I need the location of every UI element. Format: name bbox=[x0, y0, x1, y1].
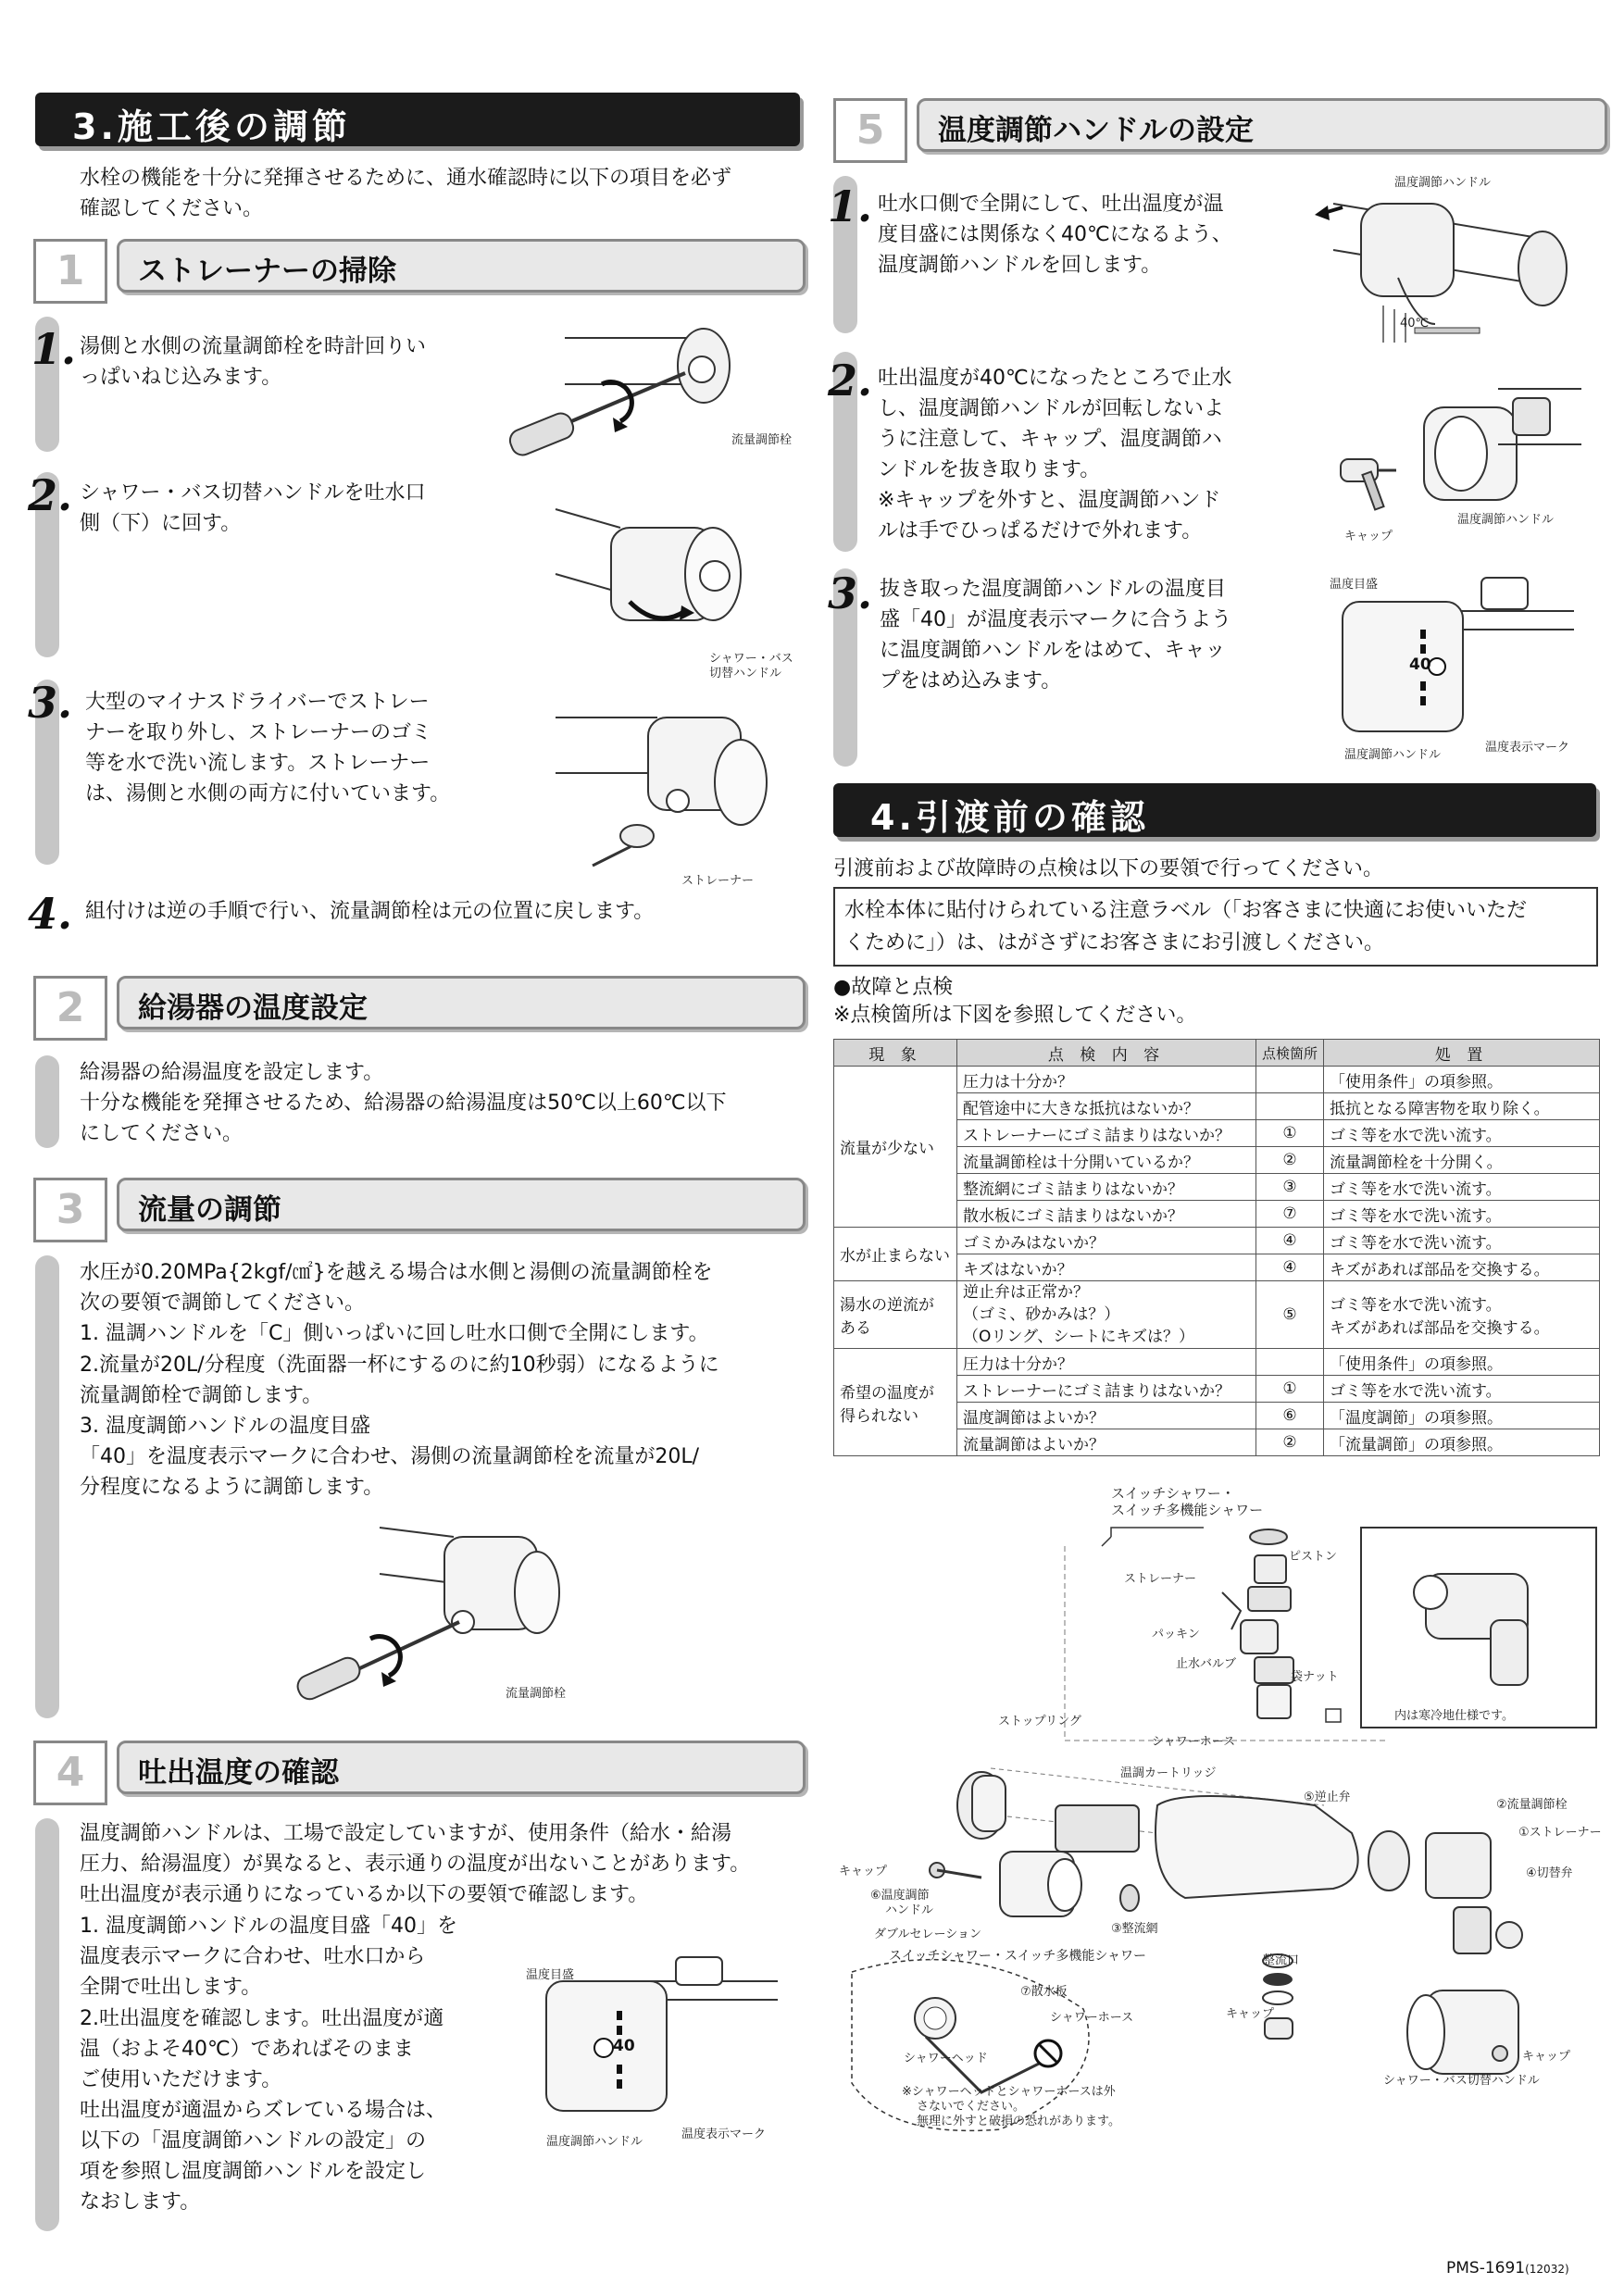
table-cell: ストレーナーにゴミ詰まりはないか？ bbox=[957, 1376, 1256, 1403]
caption: 温度表示マーク bbox=[681, 2128, 767, 2141]
section-4-intro: 引渡前および故障時の点検は以下の要領で行ってください。 bbox=[833, 857, 1384, 880]
fault-subheading: ※点検箇所は下図を参照してください。 bbox=[833, 1004, 1197, 1027]
section-4-header bbox=[833, 783, 1596, 837]
section-3-intro: 水栓の機能を十分に発揮させるために、通水確認時に以下の項目を必ず 確認してください。 bbox=[80, 167, 732, 220]
table-cell-phenomenon: 流量が少ない bbox=[834, 1067, 957, 1228]
caption: 温度目盛 bbox=[1330, 578, 1379, 592]
handle-removal-illustration bbox=[1313, 370, 1591, 528]
fault-heading: ●故障と点検 bbox=[833, 976, 954, 999]
caption: スイッチ多機能シャワー bbox=[1111, 1502, 1264, 1518]
table-cell: 「使用条件」の項参照。 bbox=[1324, 1349, 1600, 1376]
caption: ストレーナー bbox=[1124, 1572, 1197, 1586]
caption: 温度調節ハンドル bbox=[546, 2135, 643, 2149]
caption: 温度調節ハンドル bbox=[1394, 176, 1492, 190]
table-cell: キズはないか？ bbox=[957, 1254, 1256, 1281]
subsection-5-number: 5 bbox=[833, 98, 907, 163]
table-cell: 散水板にゴミ詰まりはないか？ bbox=[957, 1201, 1256, 1228]
faucet-40c-illustration bbox=[1305, 185, 1583, 343]
table-cell: ゴミ等を水で洗い流す。 bbox=[1324, 1174, 1600, 1201]
table-cell-phenomenon: 希望の温度が 得られない bbox=[834, 1349, 957, 1456]
table-cell: 圧力は十分か？ bbox=[957, 1349, 1256, 1376]
caption: ③整流網 bbox=[1111, 1922, 1158, 1936]
caption: 温度表示マーク bbox=[1485, 741, 1570, 755]
table-cell: キズがあれば部品を交換する。 bbox=[1324, 1254, 1600, 1281]
caption: 温調カートリッジ bbox=[1120, 1766, 1217, 1780]
table-cell: ゴミ等を水で洗い流す。 bbox=[1324, 1120, 1600, 1147]
table-cell: ゴミ等を水で洗い流す。 bbox=[1324, 1201, 1600, 1228]
subsection-1-header bbox=[117, 239, 806, 293]
subsection-4-item-1: 1. 温度調節ハンドルの温度目盛「40」を 温度表示マークに合わせ、吐水口から 全開で吐出します。 bbox=[80, 1915, 457, 1999]
step-number: 1. bbox=[31, 324, 77, 374]
caption: ④切替弁 bbox=[1526, 1866, 1573, 1880]
caption: 流量調節栓 bbox=[506, 1687, 567, 1701]
table-cell: 温度調節はよいか？ bbox=[957, 1403, 1256, 1429]
table-cell: 流量調節はよいか？ bbox=[957, 1429, 1256, 1456]
table-row bbox=[834, 1228, 1600, 1254]
table-cell: 配管途中に大きな抵抗はないか？ bbox=[957, 1093, 1256, 1120]
caption: 流量調節栓 bbox=[731, 433, 793, 447]
table-cell: 整流網にゴミ詰まりはないか？ bbox=[957, 1174, 1256, 1201]
table-row bbox=[834, 1067, 1600, 1093]
table-cell: ① bbox=[1256, 1120, 1324, 1147]
table-cell: ② bbox=[1256, 1147, 1324, 1174]
subsection-2-header bbox=[117, 976, 806, 1029]
caption: パッキン bbox=[1152, 1628, 1200, 1641]
dial-value: 40 bbox=[613, 2037, 635, 2055]
step-number: 3. bbox=[28, 678, 73, 728]
subsection-4-number: 4 bbox=[33, 1741, 107, 1805]
caution-label-note: 水栓本体に貼付けられている注意ラベル（「お客さまに快適にお使いいただ くために」）は、はがさずにお客さまにお引渡しください。 bbox=[833, 887, 1598, 967]
subsection-3-intro: 水圧が0.20MPa{2kgf/㎠}を越える場合は水側と湯側の流量調節栓を 次の要領で調節してください。 bbox=[80, 1261, 713, 1315]
table-header-row bbox=[834, 1040, 1600, 1067]
subsection-3-item-3: 3. 温度調節ハンドルの温度目盛 「40」を温度表示マークに合わせ、湯側の流量調節栓を流量が20L/ 分程度になるように調節します。 bbox=[80, 1415, 699, 1499]
step-number: 3. bbox=[828, 568, 873, 618]
table-row bbox=[834, 1281, 1600, 1349]
caption: 温度調節ハンドル bbox=[1344, 748, 1442, 762]
step-bar bbox=[35, 1055, 59, 1148]
subsection-5-header bbox=[917, 98, 1607, 152]
step-text: 吐水口側で全開にして、吐出温度が温 度目盛には関係なく40℃になるよう、 温度調節ハンドルを回します。 bbox=[878, 193, 1232, 277]
caption: さないでください。 bbox=[917, 2100, 1026, 2114]
table-cell: ② bbox=[1256, 1429, 1324, 1456]
step-text: シャワー・バス切替ハンドルを吐水口 側（下）に回す。 bbox=[80, 481, 426, 535]
caption: ※シャワーヘッドとシャワーホースは外 bbox=[902, 2085, 1116, 2099]
step-text: 湯側と水側の流量調節栓を時計回りい っぱいねじ込みます。 bbox=[80, 335, 427, 389]
caption: ①ストレーナー bbox=[1518, 1826, 1602, 1840]
caption: キャップ bbox=[839, 1865, 888, 1878]
step-bar bbox=[35, 1255, 59, 1718]
step-number: 4. bbox=[28, 889, 73, 939]
caption: 温度調節ハンドル bbox=[1457, 513, 1555, 527]
caption: 止水バルブ bbox=[1176, 1657, 1237, 1671]
subsection-4-item-2: 2.吐出温度を確認します。吐出温度が適 温（およそ40℃）であればそのまま ご使用いただけます。 吐出温度が適温からズレている場合は、 以下の「温度調節ハンドルの設定」の 項を参照し温度調節ハンドルを設定し なおします。 bbox=[80, 2007, 447, 2214]
subsection-2-number: 2 bbox=[33, 976, 107, 1041]
caption: シャワーホース bbox=[1050, 2011, 1134, 2025]
section-3-header bbox=[35, 93, 800, 146]
caption: ストレーナー bbox=[681, 874, 755, 888]
caption: スイッチシャワー・スイッチ多機能シャワー bbox=[889, 1949, 1147, 1964]
table-cell: ゴミ等を水で洗い流す。 bbox=[1324, 1228, 1600, 1254]
table-cell: 流量調節栓を十分開く。 bbox=[1324, 1147, 1600, 1174]
step-text: 組付けは逆の手順で行い、流量調節栓は元の位置に戻します。 bbox=[85, 900, 655, 923]
caption: ⑦散水板 bbox=[1020, 1985, 1068, 1999]
table-cell bbox=[1256, 1349, 1324, 1376]
caption: 切替ハンドル bbox=[709, 667, 782, 680]
caption: 内は寒冷地仕様です。 bbox=[1394, 1709, 1514, 1723]
table-cell: ⑦ bbox=[1256, 1201, 1324, 1228]
caption: キャップ bbox=[1522, 2050, 1571, 2064]
strainer-illustration bbox=[556, 699, 778, 875]
table-cell: ゴミ等を水で洗い流す。 bbox=[1324, 1376, 1600, 1403]
table-cell: ③ bbox=[1256, 1174, 1324, 1201]
caption: シャワー・バス bbox=[709, 652, 793, 666]
subsection-2-title: 給湯器の温度設定 bbox=[138, 992, 368, 1025]
temp-dial-illustration-2 bbox=[1333, 565, 1593, 750]
table-header: 処 置 bbox=[1324, 1040, 1600, 1067]
table-cell: ⑥ bbox=[1256, 1403, 1324, 1429]
subsection-5-title: 温度調節ハンドルの設定 bbox=[938, 114, 1254, 147]
table-cell: ゴミ等を水で洗い流す。 キズがあれば部品を交換する。 bbox=[1324, 1281, 1600, 1349]
table-cell: ④ bbox=[1256, 1228, 1324, 1254]
table-cell-phenomenon: 湯水の逆流が ある bbox=[834, 1281, 957, 1349]
switch-handle-illustration bbox=[556, 491, 768, 648]
table-cell bbox=[1256, 1067, 1324, 1093]
table-cell: 流量調節栓は十分開いているか？ bbox=[957, 1147, 1256, 1174]
caption: ②流量調節栓 bbox=[1496, 1798, 1568, 1812]
caption: ダブルセレーション bbox=[874, 1928, 981, 1941]
caption: 40℃ bbox=[1400, 317, 1430, 331]
subsection-3-item-2: 2.流量が20L/分程度（洗面器一杯にするのに約10秒弱）になるように 流量調節栓で調節します。 bbox=[80, 1354, 719, 1407]
subsection-1-number: 1 bbox=[33, 239, 107, 304]
subsection-4-header bbox=[117, 1741, 806, 1794]
step-text: 大型のマイナスドライバーでストレー ナーを取り外し、ストレーナーのゴミ 等を水で洗い流します。ストレーナー は、湯側と水側の両方に付いています。 bbox=[85, 691, 451, 805]
table-cell: 「使用条件」の項参照。 bbox=[1324, 1067, 1600, 1093]
dial-value: 40 bbox=[1409, 655, 1431, 674]
subsection-4-title: 吐出温度の確認 bbox=[138, 1756, 339, 1790]
subsection-2-text: 給湯器の給湯温度を設定します。 十分な機能を発揮させるため、給湯器の給湯温度は50℃以上60℃以下 にしてください。 bbox=[80, 1061, 727, 1145]
table-row bbox=[834, 1349, 1600, 1376]
subsection-1-title: ストレーナーの掃除 bbox=[138, 255, 396, 288]
caption: キャップ bbox=[1344, 530, 1393, 543]
table-header: 点検箇所 bbox=[1256, 1040, 1324, 1067]
fault-table bbox=[833, 1039, 1600, 1456]
table-cell: 抵抗となる障害物を取り除く。 bbox=[1324, 1093, 1600, 1120]
caption: 整流口 bbox=[1263, 1953, 1300, 1967]
caption: 温度目盛 bbox=[526, 1968, 575, 1982]
subsection-3-item-1: 1. 温調ハンドルを「C」側いっぱいに回し吐水口側で全開にします。 bbox=[80, 1322, 709, 1345]
table-cell: ゴミかみはないか？ bbox=[957, 1228, 1256, 1254]
subsection-3-title: 流量の調節 bbox=[138, 1193, 281, 1227]
subsection-3-header bbox=[117, 1178, 806, 1231]
subsection-3-number: 3 bbox=[33, 1178, 107, 1242]
table-cell: ストレーナーにゴミ詰まりはないか？ bbox=[957, 1120, 1256, 1147]
document-code: PMS-1691(12032) bbox=[1446, 2259, 1569, 2277]
section-3-title: 3.施工後の調節 bbox=[72, 106, 351, 147]
caption: ⑤逆止弁 bbox=[1304, 1791, 1351, 1804]
step-text: 抜き取った温度調節ハンドルの温度目 盛「40」が温度表示マークに合うよう に温度調節ハンドルをはめて、キャッ プをはめ込みます。 bbox=[880, 578, 1231, 693]
subsection-4-intro: 温度調節ハンドルは、工場で設定していますが、使用条件（給水・給湯 圧力、給湯温度）が異なると、表示通りの温度が出ないことがあります。 吐出温度が表示通りになっているか以下の要領で確認します。 bbox=[80, 1822, 751, 1906]
table-cell: 圧力は十分か？ bbox=[957, 1067, 1256, 1093]
step-bar bbox=[35, 1818, 59, 2231]
caption: 無理に外すと破損の恐れがあります。 bbox=[917, 2115, 1120, 2128]
table-cell: 逆止弁は正常か？ （ゴミ、砂かみは？） （Oリング、シートにキズは？） bbox=[957, 1281, 1256, 1349]
step-number: 2. bbox=[828, 356, 873, 406]
caption: ⑥温度調節 bbox=[870, 1889, 930, 1903]
caption: ストップリング bbox=[998, 1715, 1081, 1728]
table-header: 点 検 内 容 bbox=[957, 1040, 1256, 1067]
caption: シャワーヘッド bbox=[904, 2052, 988, 2065]
caption: ピストン bbox=[1289, 1550, 1338, 1564]
caption: キャップ bbox=[1226, 2007, 1275, 2021]
caption: ハンドル bbox=[885, 1903, 934, 1917]
flow-adjust-illustration bbox=[296, 1518, 574, 1703]
table-cell-phenomenon: 水が止まらない bbox=[834, 1228, 957, 1281]
table-cell: ⑤ bbox=[1256, 1281, 1324, 1349]
step-number: 1. bbox=[828, 181, 873, 231]
table-cell: 「流量調節」の項参照。 bbox=[1324, 1429, 1600, 1456]
caption: シャワー・バス切替ハンドル bbox=[1383, 2074, 1540, 2088]
caption: 袋ナット bbox=[1291, 1670, 1339, 1684]
caption: シャワーホース bbox=[1152, 1735, 1236, 1749]
table-header: 現 象 bbox=[834, 1040, 957, 1067]
section-4-title: 4.引渡前の確認 bbox=[870, 797, 1149, 838]
table-cell: ④ bbox=[1256, 1254, 1324, 1281]
table-cell bbox=[1256, 1093, 1324, 1120]
table-cell: 「温度調節」の項参照。 bbox=[1324, 1403, 1600, 1429]
step-text: 吐出温度が40℃になったところで止水 し、温度調節ハンドルが回転しないよ うに注意して、キャップ、温度調節ハ ンドルを抜き取ります。 ※キャップを外すと、温度調節ハンド ルは手でひっぱるだけで外れます。 bbox=[878, 367, 1232, 543]
caption: スイッチシャワー・ bbox=[1111, 1485, 1235, 1502]
step-number: 2. bbox=[28, 470, 73, 520]
table-cell: ① bbox=[1256, 1376, 1324, 1403]
